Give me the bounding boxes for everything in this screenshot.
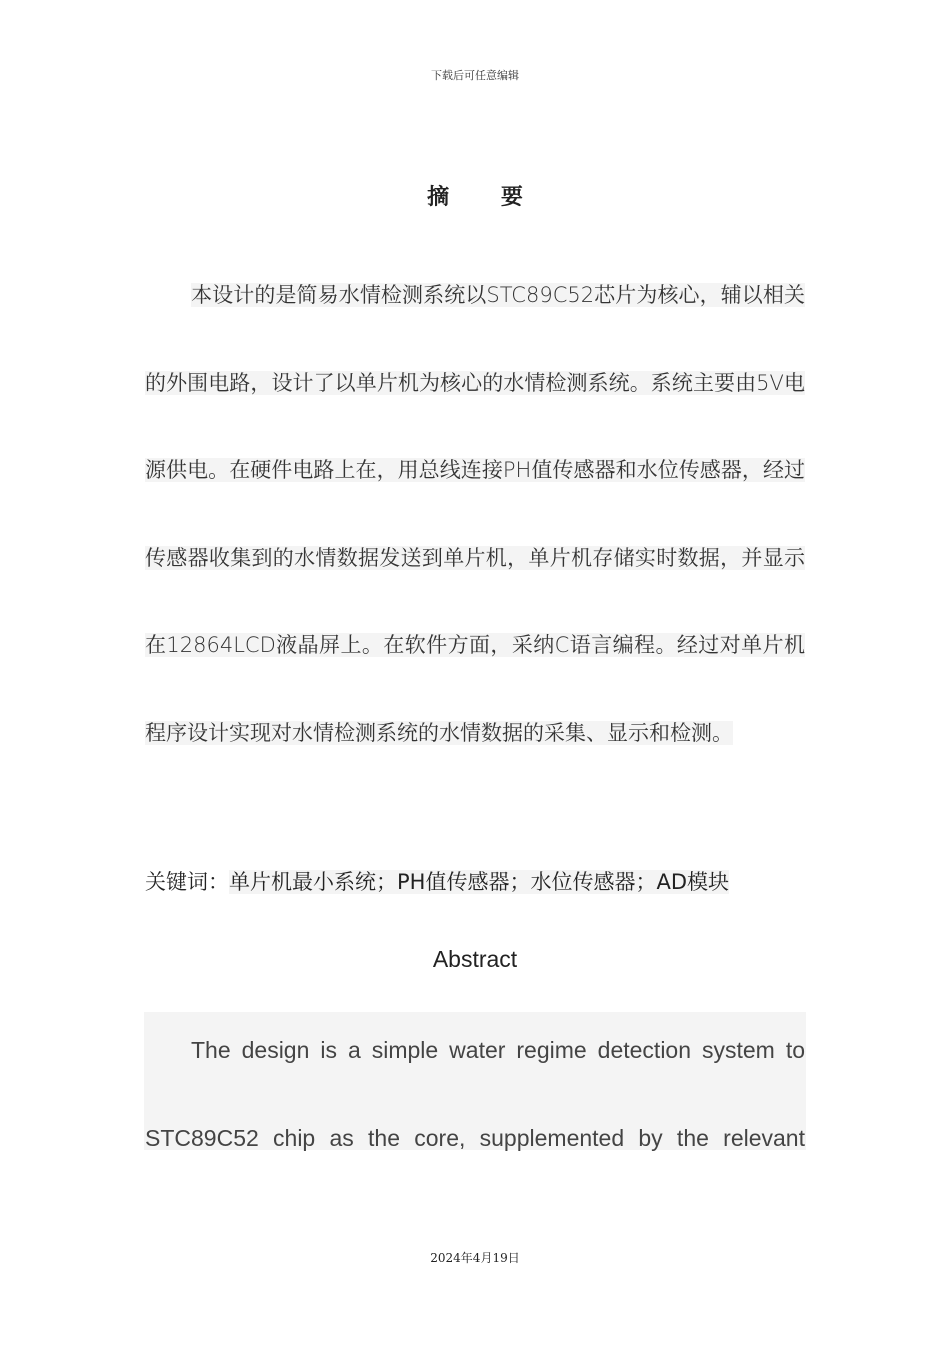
page-header: 下载后可任意编辑: [431, 69, 519, 82]
abstract-cn-text: 本设计的是简易水情检测系统以STC89C52芯片为核心，辅以相关的外围电路，设计了以单片机为核心的水情检测系统。系统主要由5V电源供电。在硬件电路上在，用总线连接PH值传感器和水位传感器，经过传感器收集到的水情数据发送到单片机，单片机存储实时数据，并显示在12864LCD液晶屏上。在软件方面，采纳C语言编程。经过对单片机程序设计实现对水情检测系统的水情数据的采集、显示和检测。: [145, 283, 805, 745]
abstract-en-text: The design is a simple water regime detection system to STC89C52 chip as the core, supplemented by the relevant: [145, 1037, 805, 1151]
abstract-en-body: [145, 1006, 805, 1182]
page-footer-date: 2024年4月19日: [430, 1251, 520, 1265]
abstract-cn-body: [145, 252, 805, 777]
abstract-en-title: Abstract: [432, 946, 518, 972]
keywords-line: [145, 866, 825, 898]
keywords-list: 单片机最小系统；PH值传感器；水位传感器；AD模块: [229, 870, 729, 894]
keywords-label: 关键词：: [145, 870, 229, 894]
abstract-cn-title: 摘 要: [427, 185, 545, 210]
